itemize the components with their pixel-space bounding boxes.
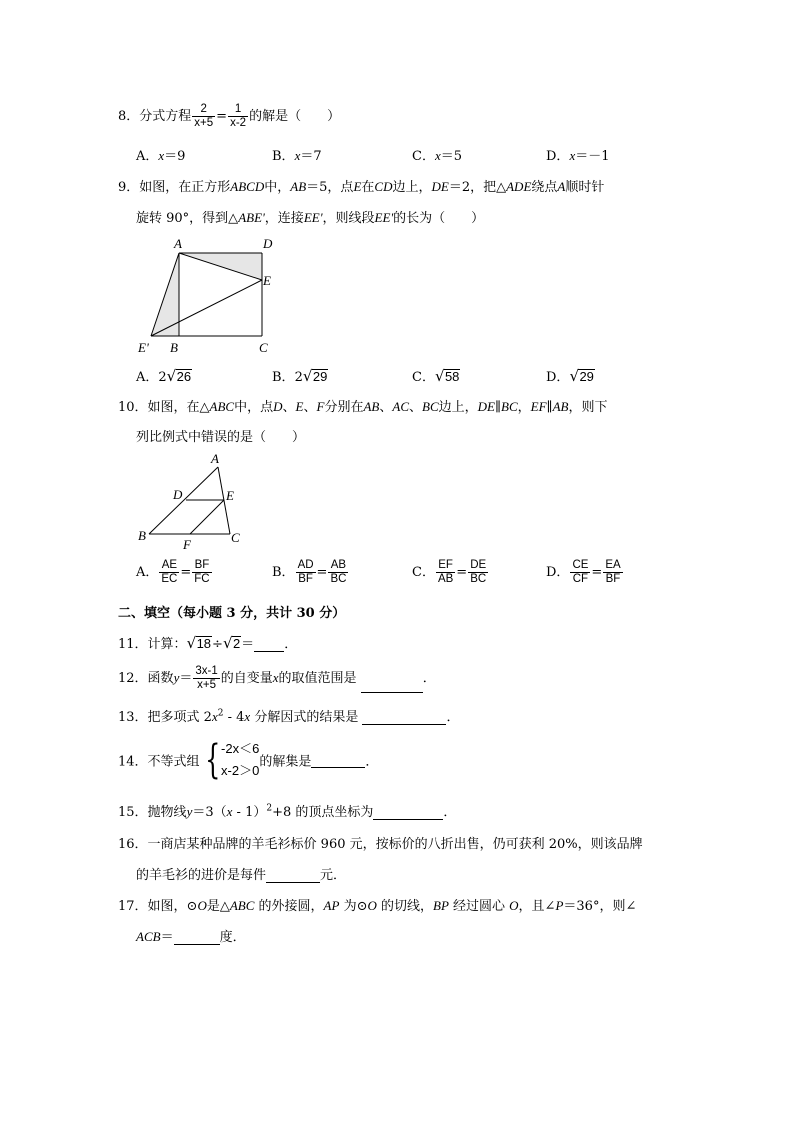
- question-10-line2: 列比例式中错误的是（ ）: [136, 430, 306, 445]
- question-17-line1: 17．如图，⊙O是△ABC 的外接圆，AP 为⊙O 的切线，BP 经过圆心 O，且∠P＝36°，则∠: [118, 898, 637, 914]
- q8-option-a: A．x＝9: [136, 148, 186, 164]
- q10-option-a: A． $\frac{AE}{EC}$ = $\frac{BF}{FC}$: [136, 559, 210, 585]
- sqrt: √ 29: [302, 367, 328, 385]
- question-15: 15．抛物线y＝3（x - 1）$^2$+8 的顶点坐标为 ．: [118, 803, 457, 820]
- fraction: $\frac{DE}{BC}$: [470, 559, 487, 585]
- sqrt: √ 18: [186, 634, 212, 652]
- question-8: 8．分式方程 $\frac{2}{x+5}$ = $\frac{1}{x-2}$ 的解是（ ）: [118, 103, 341, 129]
- q10-option-b: B． $\frac{AD}{BF}$ = $\frac{AB}{BC}$: [272, 559, 347, 585]
- question-17-line2: ACB＝ 度．: [136, 929, 246, 945]
- answer-blank[interactable]: [362, 710, 446, 725]
- sqrt: √ 26: [166, 367, 192, 385]
- label-b: B: [170, 340, 178, 355]
- fraction: $\frac{EA}{BF}$: [605, 559, 621, 585]
- fraction: $\frac{CE}{CF}$: [572, 559, 589, 585]
- label-f: F: [183, 537, 191, 550]
- question-12: 12．函数y＝ $\frac{3x-1}{x+5}$ 的自变量x的取值范围是 ．: [118, 665, 436, 691]
- sqrt: √ 2: [222, 634, 241, 652]
- fraction: $\frac{AB}{BC}$: [330, 559, 347, 585]
- question-11: 11．计算： √ 18÷ √ 2＝ ．: [118, 634, 298, 652]
- label-b: B: [138, 528, 146, 543]
- sqrt: √ 29: [569, 367, 594, 385]
- label-c: C: [259, 340, 268, 355]
- answer-blank[interactable]: [266, 868, 320, 883]
- question-10-line1: 10．如图，在△ABC中，点D、E、F分别在AB、AC、BC边上，DE∥BC，EF∥AB，则下: [118, 399, 608, 415]
- fraction: $\frac{BF}{FC}$: [194, 559, 210, 585]
- fraction: $\frac{1}{x-2}$: [230, 103, 247, 129]
- answer-blank[interactable]: [373, 805, 443, 820]
- label-e-prime: E': [138, 340, 149, 355]
- label-a: A: [211, 451, 219, 466]
- q9-figure: [130, 234, 280, 358]
- answer-blank[interactable]: [311, 753, 365, 768]
- question-16-line1: 16．一商店某种品牌的羊毛衫标价 960 元，按标价的八折出售，仍可获利 20%，则该品牌: [118, 837, 643, 852]
- fraction: $\frac{EF}{AB}$: [437, 559, 454, 585]
- sqrt: √ 58: [434, 367, 460, 385]
- question-number: 8．: [118, 109, 140, 124]
- label-e: E: [226, 488, 234, 503]
- q10-option-c: C． $\frac{EF}{AB}$ = $\frac{DE}{BC}$: [412, 559, 487, 585]
- q8-option-b: B．x＝7: [272, 148, 322, 164]
- fraction: $\frac{AE}{EC}$: [161, 559, 178, 585]
- answer-blank[interactable]: [254, 637, 284, 652]
- q8-option-c: C．x＝5: [412, 148, 463, 164]
- q9-option-c: C． √ 58: [412, 367, 460, 385]
- fraction: $\frac{2}{x+5}$: [194, 103, 214, 129]
- fraction: $\frac{3x-1}{x+5}$: [195, 665, 218, 691]
- answer-blank[interactable]: [174, 930, 220, 945]
- question-9-line2: 旋转 90°，得到△ABE'，连接EE'，则线段EE'的长为（ ）: [136, 210, 485, 226]
- q9-option-b: B．2 √ 29: [272, 367, 328, 385]
- section-title: 二、填空（每小题 3 分，共计 30 分）: [118, 606, 346, 621]
- inequality-system: -2x＜6 x-2＞0: [221, 741, 260, 778]
- question-13: 13．把多项式 $2x^2 - 4x$ 分解因式的结果是 ．: [118, 708, 460, 725]
- question-16-line2: 的羊毛衫的进价是每件 元．: [136, 868, 347, 883]
- label-c: C: [231, 530, 240, 545]
- label-a: A: [174, 236, 182, 251]
- fraction: $\frac{AD}{BF}$: [297, 559, 314, 585]
- q10-figure: [134, 450, 254, 550]
- q9-option-d: D． √ 29: [546, 367, 594, 385]
- q9-option-a: A．2 √ 26: [136, 367, 192, 385]
- label-d: D: [173, 487, 183, 502]
- brace: {: [204, 737, 220, 783]
- question-14: 14．不等式组 { -2x＜6 x-2＞0 的解集是 ．: [118, 737, 379, 783]
- answer-blank[interactable]: [361, 678, 423, 693]
- q10-option-d: D． $\frac{CE}{CF}$ = $\frac{EA}{BF}$: [546, 559, 621, 585]
- label-e: E: [263, 273, 271, 288]
- q8-option-d: D．x＝－1: [546, 148, 610, 164]
- label-d: D: [263, 236, 273, 251]
- question-9-line1: 9．如图，在正方形ABCD中，AB＝5，点E在CD边上，DE＝2，把△ADE绕点A顺时针: [118, 179, 605, 195]
